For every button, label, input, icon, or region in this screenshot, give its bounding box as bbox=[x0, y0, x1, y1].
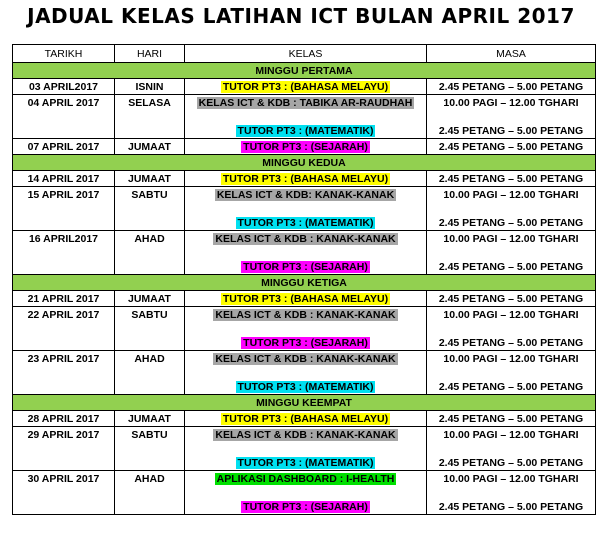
kelas-label: KELAS ICT & KDB: KANAK-KANAK bbox=[216, 189, 395, 201]
week-row bbox=[13, 275, 596, 291]
kelas-label: TUTOR PT3 : (SEJARAH) bbox=[243, 141, 368, 153]
kelas-label: KELAS ICT & KDB : TABIKA AR-RAUDHAH bbox=[198, 97, 413, 109]
masa-cell bbox=[427, 187, 596, 231]
masa-label: 2.45 PETANG – 5.00 PETANG bbox=[438, 141, 584, 153]
masa-cell bbox=[427, 471, 596, 515]
masa-label: 10.00 PAGI – 12.00 TGHARI bbox=[443, 473, 579, 485]
hari-cell: JUMAAT bbox=[115, 171, 185, 187]
header-row bbox=[13, 45, 596, 63]
week-heading: MINGGU KETIGA bbox=[13, 275, 596, 291]
kelas-cell bbox=[185, 187, 427, 231]
kelas-cell bbox=[185, 427, 427, 471]
table-row bbox=[13, 291, 596, 307]
table-row bbox=[13, 307, 596, 351]
hari-cell: JUMAAT bbox=[115, 291, 185, 307]
kelas-label: KELAS ICT & KDB : KANAK-KANAK bbox=[215, 429, 396, 441]
masa-cell bbox=[427, 411, 596, 427]
week-row bbox=[13, 395, 596, 411]
hari-cell: SABTU bbox=[115, 187, 185, 231]
masa-cell bbox=[427, 231, 596, 275]
tarikh-cell: 07 APRIL 2017 bbox=[13, 139, 115, 155]
kelas-cell bbox=[185, 291, 427, 307]
tarikh-cell: 15 APRIL 2017 bbox=[13, 187, 115, 231]
tarikh-cell: 03 APRIL2017 bbox=[13, 79, 115, 95]
hari-cell: ISNIN bbox=[115, 79, 185, 95]
kelas-label: KELAS ICT & KDB : KANAK-KANAK bbox=[215, 353, 396, 365]
masa-label: 10.00 PAGI – 12.00 TGHARI bbox=[443, 353, 579, 365]
masa-label: 10.00 PAGI – 12.00 TGHARI bbox=[443, 429, 579, 441]
tarikh-cell: 23 APRIL 2017 bbox=[13, 351, 115, 395]
kelas-label: TUTOR PT3 : (SEJARAH) bbox=[243, 337, 368, 349]
kelas-cell bbox=[185, 171, 427, 187]
tarikh-cell: 29 APRIL 2017 bbox=[13, 427, 115, 471]
masa-label: 2.45 PETANG – 5.00 PETANG bbox=[438, 501, 584, 513]
kelas-label: TUTOR PT3 : (BAHASA MELAYU) bbox=[222, 293, 389, 305]
kelas-label: TUTOR PT3 : (BAHASA MELAYU) bbox=[222, 173, 389, 185]
masa-label: 10.00 PAGI – 12.00 TGHARI bbox=[443, 233, 579, 245]
kelas-label: TUTOR PT3 : (MATEMATIK) bbox=[237, 125, 374, 137]
table-row bbox=[13, 351, 596, 395]
kelas-label: TUTOR PT3 : (SEJARAH) bbox=[243, 501, 368, 513]
kelas-label: TUTOR PT3 : (BAHASA MELAYU) bbox=[222, 413, 389, 425]
kelas-cell bbox=[185, 411, 427, 427]
hari-cell: AHAD bbox=[115, 231, 185, 275]
masa-label: 2.45 PETANG – 5.00 PETANG bbox=[438, 413, 584, 425]
table-row bbox=[13, 231, 596, 275]
table-row bbox=[13, 427, 596, 471]
masa-cell bbox=[427, 427, 596, 471]
kelas-cell bbox=[185, 79, 427, 95]
kelas-label: APLIKASI DASHBOARD : I-HEALTH bbox=[216, 473, 395, 485]
table-row bbox=[13, 95, 596, 139]
masa-label: 10.00 PAGI – 12.00 TGHARI bbox=[443, 309, 579, 321]
kelas-label: TUTOR PT3 : (MATEMATIK) bbox=[237, 457, 374, 469]
masa-label: 2.45 PETANG – 5.00 PETANG bbox=[438, 261, 584, 273]
hari-cell: SABTU bbox=[115, 427, 185, 471]
masa-cell bbox=[427, 351, 596, 395]
table-row bbox=[13, 139, 596, 155]
table-row bbox=[13, 79, 596, 95]
kelas-cell bbox=[185, 471, 427, 515]
week-heading: MINGGU KEEMPAT bbox=[13, 395, 596, 411]
hari-cell: SABTU bbox=[115, 307, 185, 351]
masa-label: 2.45 PETANG – 5.00 PETANG bbox=[438, 457, 584, 469]
table-row bbox=[13, 171, 596, 187]
kelas-cell bbox=[185, 95, 427, 139]
header-masa: MASA bbox=[427, 45, 596, 63]
masa-label: 2.45 PETANG – 5.00 PETANG bbox=[438, 381, 584, 393]
kelas-cell bbox=[185, 139, 427, 155]
tarikh-cell: 22 APRIL 2017 bbox=[13, 307, 115, 351]
masa-label: 2.45 PETANG – 5.00 PETANG bbox=[438, 173, 584, 185]
week-heading: MINGGU PERTAMA bbox=[13, 63, 596, 79]
kelas-cell bbox=[185, 231, 427, 275]
header-hari: HARI bbox=[115, 45, 185, 63]
kelas-label: TUTOR PT3 : (SEJARAH) bbox=[243, 261, 368, 273]
hari-cell: JUMAAT bbox=[115, 411, 185, 427]
kelas-cell bbox=[185, 307, 427, 351]
kelas-label: TUTOR PT3 : (MATEMATIK) bbox=[237, 217, 374, 229]
table-row bbox=[13, 471, 596, 515]
masa-label: 2.45 PETANG – 5.00 PETANG bbox=[438, 293, 584, 305]
masa-cell bbox=[427, 171, 596, 187]
masa-label: 10.00 PAGI – 12.00 TGHARI bbox=[443, 97, 579, 109]
page-title: JADUAL KELAS LATIHAN ICT BULAN APRIL 2017 bbox=[27, 4, 575, 28]
hari-cell: AHAD bbox=[115, 351, 185, 395]
kelas-label: TUTOR PT3 : (BAHASA MELAYU) bbox=[222, 81, 389, 93]
hari-cell: AHAD bbox=[115, 471, 185, 515]
header-tarikh: TARIKH bbox=[13, 45, 115, 63]
week-row bbox=[13, 63, 596, 79]
schedule-table bbox=[12, 44, 596, 515]
masa-cell bbox=[427, 95, 596, 139]
kelas-cell bbox=[185, 351, 427, 395]
tarikh-cell: 30 APRIL 2017 bbox=[13, 471, 115, 515]
table-row bbox=[13, 187, 596, 231]
masa-cell bbox=[427, 139, 596, 155]
masa-label: 2.45 PETANG – 5.00 PETANG bbox=[438, 337, 584, 349]
kelas-label: KELAS ICT & KDB : KANAK-KANAK bbox=[215, 233, 396, 245]
tarikh-cell: 14 APRIL 2017 bbox=[13, 171, 115, 187]
masa-cell bbox=[427, 307, 596, 351]
masa-cell bbox=[427, 79, 596, 95]
masa-label: 2.45 PETANG – 5.00 PETANG bbox=[438, 217, 584, 229]
masa-label: 10.00 PAGI – 12.00 TGHARI bbox=[443, 189, 579, 201]
masa-cell bbox=[427, 291, 596, 307]
kelas-label: TUTOR PT3 : (MATEMATIK) bbox=[237, 381, 374, 393]
header-kelas: KELAS bbox=[185, 45, 427, 63]
masa-label: 2.45 PETANG – 5.00 PETANG bbox=[438, 125, 584, 137]
hari-cell: SELASA bbox=[115, 95, 185, 139]
masa-label: 2.45 PETANG – 5.00 PETANG bbox=[438, 81, 584, 93]
week-row bbox=[13, 155, 596, 171]
tarikh-cell: 04 APRIL 2017 bbox=[13, 95, 115, 139]
hari-cell: JUMAAT bbox=[115, 139, 185, 155]
table-row bbox=[13, 411, 596, 427]
kelas-label: KELAS ICT & KDB : KANAK-KANAK bbox=[215, 309, 396, 321]
schedule-body bbox=[13, 63, 596, 515]
week-heading: MINGGU KEDUA bbox=[13, 155, 596, 171]
tarikh-cell: 16 APRIL2017 bbox=[13, 231, 115, 275]
tarikh-cell: 28 APRIL 2017 bbox=[13, 411, 115, 427]
tarikh-cell: 21 APRIL 2017 bbox=[13, 291, 115, 307]
